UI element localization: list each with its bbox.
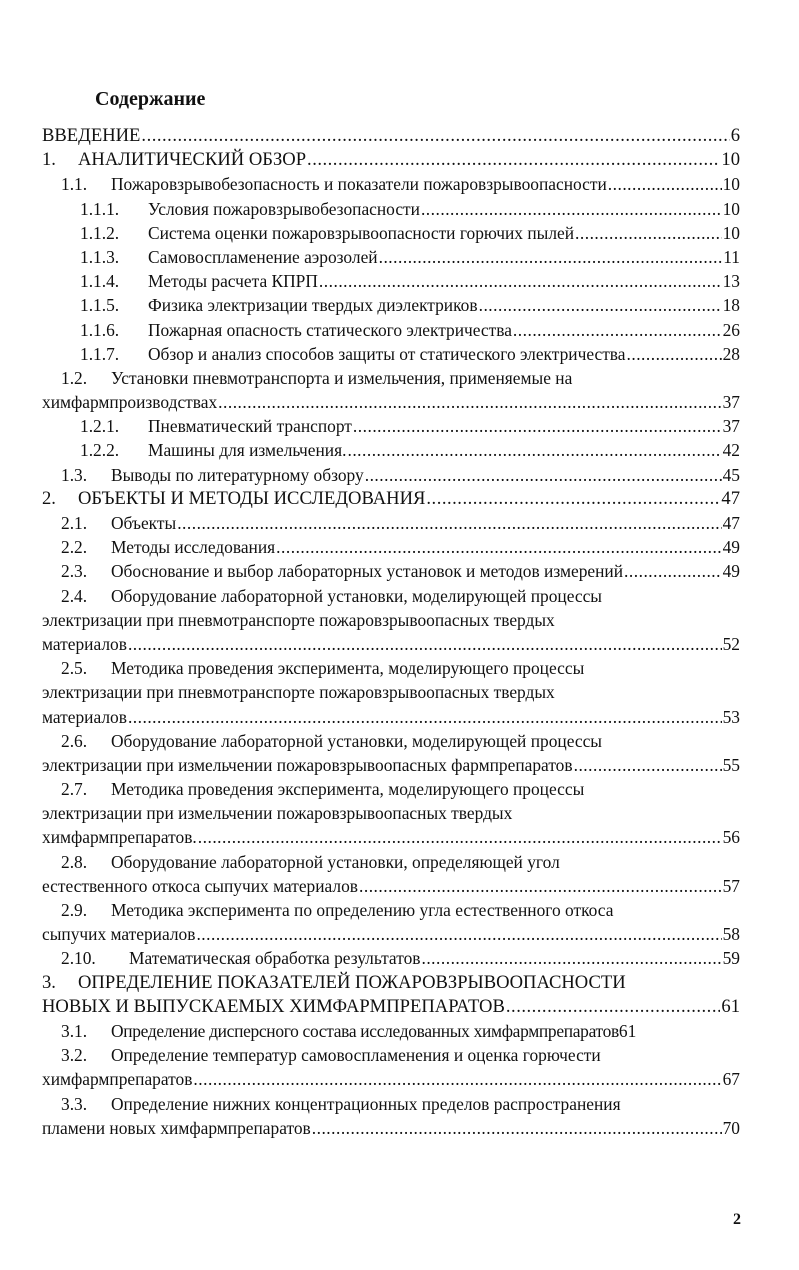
toc-entry-2-6[interactable] (42, 729, 740, 753)
toc-entry-2-10[interactable] (42, 946, 740, 970)
toc-page-number: 28 (722, 343, 740, 364)
toc-page-number: 37 (722, 416, 740, 437)
toc-entry-text: Система оценки пожаровзрывоопасности горючих пылей (148, 222, 575, 243)
toc-entry-2-6-continued[interactable] (42, 753, 740, 777)
toc-entry-number: 1.1.4. (80, 271, 120, 292)
toc-entry-1-1-4[interactable] (42, 269, 740, 293)
toc-entry-2-9-continued[interactable] (42, 922, 740, 946)
toc-entry-2-2[interactable] (42, 535, 740, 559)
toc-entry-3-1[interactable] (42, 1019, 740, 1043)
dot-leader (218, 390, 721, 414)
toc-entry-number: 1.2.1. (80, 416, 120, 437)
toc-entry-number: 1.1.5. (80, 295, 120, 316)
toc-entry-text: Оборудование лабораторной установки, определяющей угол (111, 851, 560, 872)
toc-entry-text: Пожаровзрывобезопасность и показатели пожаровзрывоопасности (111, 174, 607, 195)
toc-entry-2-4-line2[interactable] (42, 608, 740, 632)
toc-page-number: 70 (722, 1117, 740, 1138)
toc-entry-number: 2.9. (61, 900, 88, 920)
toc-entry-number: 2.10. (61, 948, 96, 969)
toc-entry-text: Методика проведения эксперимента, моделирующего процессы (111, 779, 585, 800)
toc-page-number: 10 (721, 149, 740, 171)
dot-leader (506, 995, 721, 1019)
toc-entry-text: электризации при измельчении пожаровзрывоопасных твердых (42, 803, 513, 824)
toc-page-number: 10 (722, 174, 740, 195)
toc-page-number: 47 (721, 487, 740, 509)
toc-page-number: 11 (723, 246, 740, 267)
dot-leader (141, 124, 729, 148)
toc-entry-1-2-2[interactable] (42, 438, 740, 462)
toc-entry-number: 2.7. (61, 779, 88, 800)
dot-leader (128, 632, 722, 656)
toc-entry-2-4[interactable] (42, 584, 740, 608)
toc-page-number: 56 (722, 827, 740, 848)
dot-leader (365, 463, 722, 487)
toc-entry-text: Физика электризации твердых диэлектриков (148, 295, 478, 316)
toc-entry-text: материалов (42, 633, 127, 654)
toc-entry-3-2[interactable] (42, 1043, 740, 1067)
toc-page-number: 6 (730, 125, 740, 146)
toc-entry-1-2-1[interactable] (42, 414, 740, 438)
toc-entry-number: 2.1. (61, 513, 88, 533)
dot-leader (276, 535, 721, 559)
toc-page-number: 57 (722, 875, 740, 896)
toc-entry-number: 1.1.7. (80, 343, 120, 364)
dot-leader (575, 221, 722, 245)
toc-entry-text: ОБЪЕКТЫ И МЕТОДЫ ИССЛЕДОВАНИЯ (78, 487, 426, 509)
toc-entry-number: 1. (42, 149, 56, 171)
toc-page-number: 10 (722, 198, 740, 219)
toc-entry-number: 2.2. (61, 537, 88, 558)
toc-entry-number: 3. (42, 971, 56, 993)
toc-entry-1-1[interactable] (42, 172, 740, 196)
toc-entry-3-3[interactable] (42, 1092, 740, 1116)
dot-leader (513, 318, 722, 342)
toc-entry-text: НОВЫХ И ВЫПУСКАЕМЫХ ХИМФАРМПРЕПАРАТОВ (42, 995, 505, 1017)
toc-entry-2-3[interactable] (42, 559, 740, 583)
toc-entry-text: Обзор и анализ способов защиты от статического электричества (148, 343, 626, 364)
toc-entry-number: 2.8. (61, 851, 88, 872)
toc-entry-number: 3.1. (61, 1020, 88, 1041)
toc-entry-text: Методы расчета КПРП (148, 271, 318, 292)
toc-entry-text: Машины для измельчения. (148, 440, 347, 461)
toc-page-number: 61 (618, 1020, 637, 1041)
dot-leader (379, 245, 723, 269)
toc-entry-number: 2.3. (61, 561, 88, 582)
toc-entry-text: Методы исследования (111, 537, 276, 558)
toc-entry-2-8-continued[interactable] (42, 874, 740, 898)
toc-page-number: 61 (721, 995, 740, 1017)
toc-entry-text: Объекты (111, 513, 177, 533)
toc-entry-text: Определение нижних концентрационных пределов распространения (111, 1093, 621, 1114)
toc-entry-text: электризации при пневмотранспорте пожаровзрывоопасных твердых (42, 682, 555, 703)
toc-entry-text: Обоснование и выбор лабораторных установок и методов измерений (111, 561, 624, 582)
toc-page-number: 59 (722, 948, 740, 969)
toc-page-number: 49 (722, 561, 740, 582)
dot-leader (319, 269, 722, 293)
toc-entry-text: Выводы по литературному обзору (111, 464, 364, 485)
toc-entry-1-1-2[interactable] (42, 221, 740, 245)
dot-leader (574, 753, 722, 777)
toc-entry-2[interactable] (42, 487, 740, 511)
toc-entry-2-7-line2[interactable] (42, 801, 740, 825)
toc-entry-2-7-continued[interactable] (42, 825, 740, 849)
toc-entry-text: Условия пожаровзрывобезопасности (148, 198, 420, 219)
dot-leader (312, 1116, 722, 1140)
toc-entry-2-8[interactable] (42, 850, 740, 874)
toc-page-number: 18 (722, 295, 740, 316)
toc-entry-text: сыпучих материалов (42, 924, 196, 945)
toc-entry-text: Методика проведения эксперимента, моделирующего процессы (111, 658, 585, 679)
toc-entry-text: Математическая обработка результатов (129, 948, 421, 969)
dot-leader (177, 511, 721, 535)
toc-entry-number: 2.6. (61, 730, 88, 751)
toc-page-number: 37 (722, 392, 740, 413)
toc-entry-text: Установки пневмотранспорта и измельчения, применяемые на (111, 367, 573, 388)
dot-leader (479, 293, 722, 317)
toc-entry-3-2-continued[interactable] (42, 1067, 740, 1091)
toc-page-number: 52 (722, 633, 740, 654)
toc-entry-2-5[interactable] (42, 656, 740, 680)
dot-leader (347, 438, 721, 462)
dot-leader (353, 414, 722, 438)
dot-leader (421, 946, 721, 970)
toc-entry-1-1-7[interactable] (42, 342, 740, 366)
dot-leader (359, 874, 722, 898)
toc-entry-text: пламени новых химфармпрепаратов (42, 1117, 311, 1138)
toc-entry-number: 2.4. (61, 585, 88, 606)
page-number: 2 (733, 1211, 741, 1228)
dot-leader (196, 922, 721, 946)
toc-entry-1-2-continued[interactable] (42, 390, 740, 414)
toc-entry-text: химфармпрепаратов. (42, 827, 197, 848)
toc-entry-text: Оборудование лабораторной установки, моделирующей процессы (111, 585, 602, 606)
toc-entry-number: 1.2. (61, 367, 88, 388)
toc-page-number: 42 (722, 440, 740, 461)
toc-entry-number: 1.1.2. (80, 222, 120, 243)
toc-entry-1-2[interactable] (42, 366, 740, 390)
toc-entry-1-1-6[interactable] (42, 318, 740, 342)
dot-leader (421, 197, 722, 221)
toc-entry-1-1-3[interactable] (42, 245, 740, 269)
toc-entry-text: электризации при пневмотранспорте пожаровзрывоопасных твердых (42, 609, 555, 630)
page-title: Содержание (95, 88, 206, 110)
table-of-contents (42, 124, 740, 1140)
dot-leader (307, 148, 720, 172)
toc-page-number: 53 (722, 706, 740, 727)
toc-page-number: 49 (722, 537, 740, 558)
toc-entry-number: 1.1.3. (80, 246, 120, 267)
toc-entry-text: Самовоспламенение аэрозолей (148, 246, 378, 267)
dot-leader (624, 559, 722, 583)
toc-entry-1-1-5[interactable] (42, 293, 740, 317)
toc-entry-3-3-continued[interactable] (42, 1116, 740, 1140)
toc-entry-1[interactable] (42, 148, 740, 172)
toc-page-number: 45 (722, 464, 740, 485)
toc-entry-number: 1.3. (61, 464, 88, 485)
toc-entry-number: 1.1. (61, 174, 88, 195)
toc-entry-text: Определение температур самовоспламенения и оценка горючести (111, 1045, 601, 1066)
toc-entry-2-7[interactable] (42, 777, 740, 801)
toc-entry-3[interactable] (42, 971, 740, 995)
toc-entry-number: 1.2.2. (80, 440, 120, 461)
toc-entry-number: 1.1.6. (80, 319, 120, 340)
toc-entry-text: материалов (42, 706, 127, 727)
dot-leader (426, 487, 720, 511)
toc-entry-1-1-1[interactable] (42, 197, 740, 221)
toc-entry-text: химфармпроизводствах (42, 392, 218, 413)
toc-entry-1-3[interactable] (42, 463, 740, 487)
toc-page-number: 58 (722, 924, 740, 945)
toc-page-number: 67 (722, 1069, 740, 1090)
toc-entry-text: электризации при измельчении пожаровзрывоопасных фармпрепаратов (42, 754, 573, 775)
toc-entry-text: АНАЛИТИЧЕСКИЙ ОБЗОР (78, 149, 307, 171)
toc-entry-text: Методика эксперимента по определению угла естественного откоса (111, 900, 614, 920)
dot-leader (198, 825, 722, 849)
toc-entry-text: химфармпрепаратов (42, 1069, 193, 1090)
toc-entry-2-5-line2[interactable] (42, 680, 740, 704)
dot-leader (627, 342, 722, 366)
toc-entry-2-1[interactable] (42, 511, 740, 535)
toc-entry-number: 3.3. (61, 1093, 88, 1114)
toc-entry-2-9[interactable] (42, 898, 740, 922)
toc-entry-text: Определение дисперсного состава исследованных химфармпрепаратов (111, 1020, 619, 1041)
toc-entry-number: 2.5. (61, 658, 88, 679)
toc-entry-text: Пневматический транспорт (148, 416, 352, 437)
toc-entry-2-4-continued[interactable] (42, 632, 740, 656)
toc-entry-3-continued[interactable] (42, 995, 740, 1019)
toc-entry-introduction[interactable] (42, 124, 740, 148)
toc-entry-2-5-continued[interactable] (42, 705, 740, 729)
toc-page-number: 10 (722, 222, 740, 243)
toc-page-number: 26 (722, 319, 740, 340)
toc-entry-number: 3.2. (61, 1045, 88, 1066)
toc-page-number: 13 (722, 271, 740, 292)
toc-page-number: 47 (722, 513, 740, 533)
dot-leader (128, 705, 722, 729)
toc-entry-text: Пожарная опасность статического электричества (148, 319, 512, 340)
toc-page-number: 55 (722, 754, 740, 775)
dot-leader (193, 1067, 721, 1091)
dot-leader (608, 172, 722, 196)
toc-entry-number: 2. (42, 487, 56, 509)
toc-entry-text: ОПРЕДЕЛЕНИЕ ПОКАЗАТЕЛЕЙ ПОЖАРОВЗРЫВООПАСНОСТИ (78, 971, 626, 993)
toc-entry-number: 1.1.1. (80, 198, 120, 219)
toc-entry-text: Оборудование лабораторной установки, моделирующей процессы (111, 730, 602, 751)
toc-entry-text: ВВЕДЕНИЕ (42, 125, 141, 146)
toc-entry-text: естественного откоса сыпучих материалов (42, 875, 359, 896)
